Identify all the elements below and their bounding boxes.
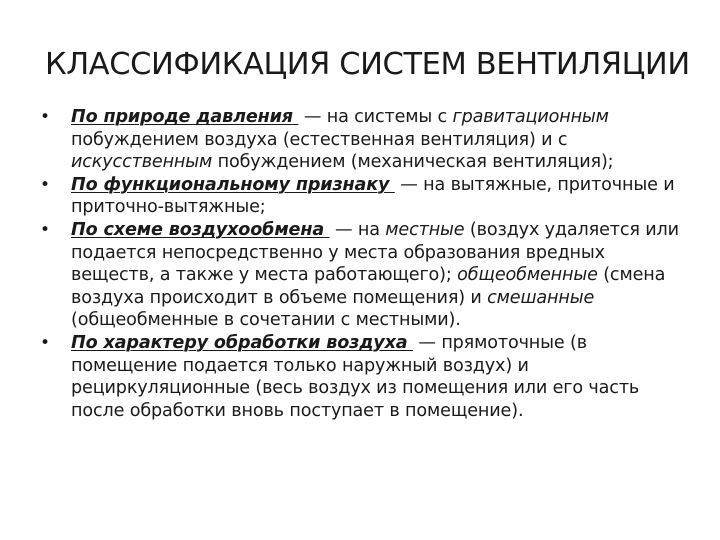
bullet-dot-icon: • <box>40 174 50 195</box>
slide-title: КЛАССИФИКАЦИЯ СИСТЕМ ВЕНТИЛЯЦИИ <box>45 47 690 82</box>
bullet-text: — прямоточные (в помещение подается только наружный воздух) и рециркуляционные (весь воздух из помещения или его часть после обработки вновь поступает в помещение). <box>71 332 640 421</box>
bullet-text: (воздух удаляется или подается непосредственно у места образования вредных веществ, а также у места работающего); <box>71 219 679 286</box>
bullet-dot-icon: • <box>40 332 50 353</box>
bullet-text: (общеобменные в сочетании с местными). <box>71 310 461 331</box>
bullet-term: По схеме воздухообмена <box>71 219 325 240</box>
bullet-item-pressure <box>40 106 690 174</box>
bullet-emphasis: местные <box>385 219 465 240</box>
bullet-text: побуждением воздуха (естественная вентиляция) и с <box>71 129 568 150</box>
bullet-term: По характеру обработки воздуха <box>71 332 408 353</box>
bullet-item-function <box>40 174 690 219</box>
bullet-list <box>40 106 690 422</box>
bullet-dot-icon: • <box>40 219 50 240</box>
bullet-text: — на вытяжные, приточные и приточно-вытяжные; <box>71 174 675 218</box>
bullet-dot-icon: • <box>40 107 50 127</box>
bullet-emphasis: общеобменные <box>457 265 598 286</box>
bullet-item-processing <box>40 332 690 422</box>
bullet-text: (смена воздуха происходит в объеме помещения) и <box>71 265 666 308</box>
bullet-emphasis: искусственным <box>71 152 213 173</box>
bullet-text: — на системы с <box>298 107 453 127</box>
bullet-term: По функциональному признаку <box>71 174 390 195</box>
bullet-text: — на <box>329 219 386 240</box>
bullet-term: По природе давления <box>71 107 293 127</box>
bullet-text: побуждением (механическая вентиляция); <box>212 152 614 173</box>
bullet-item-airflow-scheme <box>40 219 690 332</box>
bullet-emphasis: гравитационным <box>452 107 609 127</box>
bullet-emphasis: смешанные <box>487 287 595 308</box>
